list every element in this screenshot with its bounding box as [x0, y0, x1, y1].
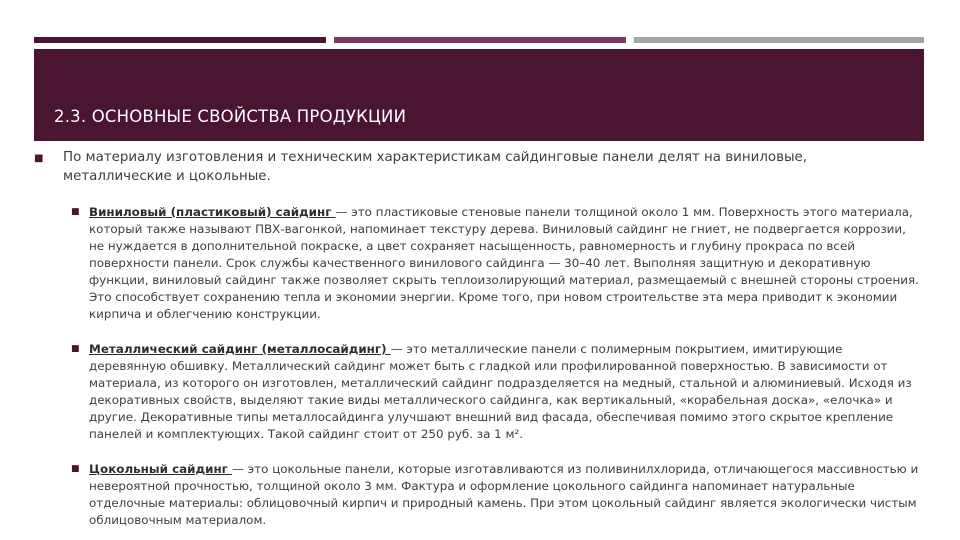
square-bullet-icon: ■ [71, 207, 80, 217]
square-bullet-icon: ■ [34, 153, 44, 164]
intro-text: По материалу изготовления и техническим характеристикам сайдинговые панели делят на виниловые, металлические и цокольные. [63, 150, 808, 184]
accent-bar-3 [634, 37, 924, 43]
desc-metal: — это металлические панели с полимерным покрытием, имитирующие деревянную обшивку. Металлический сайдинг может быть с гладкой или профилированной поверхностью. В зависимости от материала, из которого он изготовлен, металлический сайдинг подразделяется на медный, стальной и алюминиевый. Исходя из декоративных свойств, выделяют такие виды металлического сайдинга, как вертикальный, «корабельная доска», «елочка» и другие. Декоративные типы металлосайдинга улучшают внешний вид фасада, обеспечивая помимо этого скрытое крепление панелей и комплектующих. Такой сайдинг стоит от 250 руб. за 1 м². [89, 342, 912, 441]
accent-bar-1 [34, 37, 326, 43]
intro-bullet [34, 148, 919, 186]
slide-content [34, 148, 919, 529]
desc-plinth: — это цокольные панели, которые изготавливаются из поливинилхлорида, отличающегося массивностью и невероятной прочностью, толщиной около 3 мм. Фактура и оформление цокольного сайдинга напоминает натуральные отделочные материалы: облицовочный кирпич и природный камень. При этом цокольный сайдинг является экологически чистым облицовочным материалом. [89, 462, 919, 527]
square-bullet-icon: ■ [71, 464, 80, 474]
list-item-plinth [34, 461, 919, 529]
slide-header [34, 49, 924, 141]
term-metal: Металлический сайдинг (металлосайдинг) [89, 342, 391, 356]
accent-bar-2 [334, 37, 626, 43]
term-plinth: Цокольный сайдинг [89, 462, 233, 476]
square-bullet-icon: ■ [71, 344, 80, 354]
slide-title: 2.3. ОСНОВНЫЕ СВОЙСТВА ПРОДУКЦИИ [54, 107, 407, 126]
list-item-metal [34, 341, 919, 443]
list-item-vinyl [34, 204, 919, 323]
desc-vinyl: — это пластиковые стеновые панели толщиной около 1 мм. Поверхность этого материала, который также называют ПВХ-вагонкой, напоминает текстуру дерева. Виниловый сайдинг не гниет, не подвергается коррозии, не нуждается в дополнительной покраске, а цвет сохраняет насыщенность, равномерность и глубину прокраса по всей поверхности панели. Срок службы качественного винилового сайдинга — 30–40 лет. Выполняя защитную и декоративную функции, виниловый сайдинг также позволяет скрыть теплоизолирующий материал, размещаемый с внешней стороны строения. Это способствует сохранению тепла и экономии энергии. Кроме того, при новом строительстве эта мера приводит к экономии кирпича и облегчению конструкции. [89, 205, 919, 321]
term-vinyl: Виниловый (пластиковый) сайдинг [89, 205, 336, 219]
